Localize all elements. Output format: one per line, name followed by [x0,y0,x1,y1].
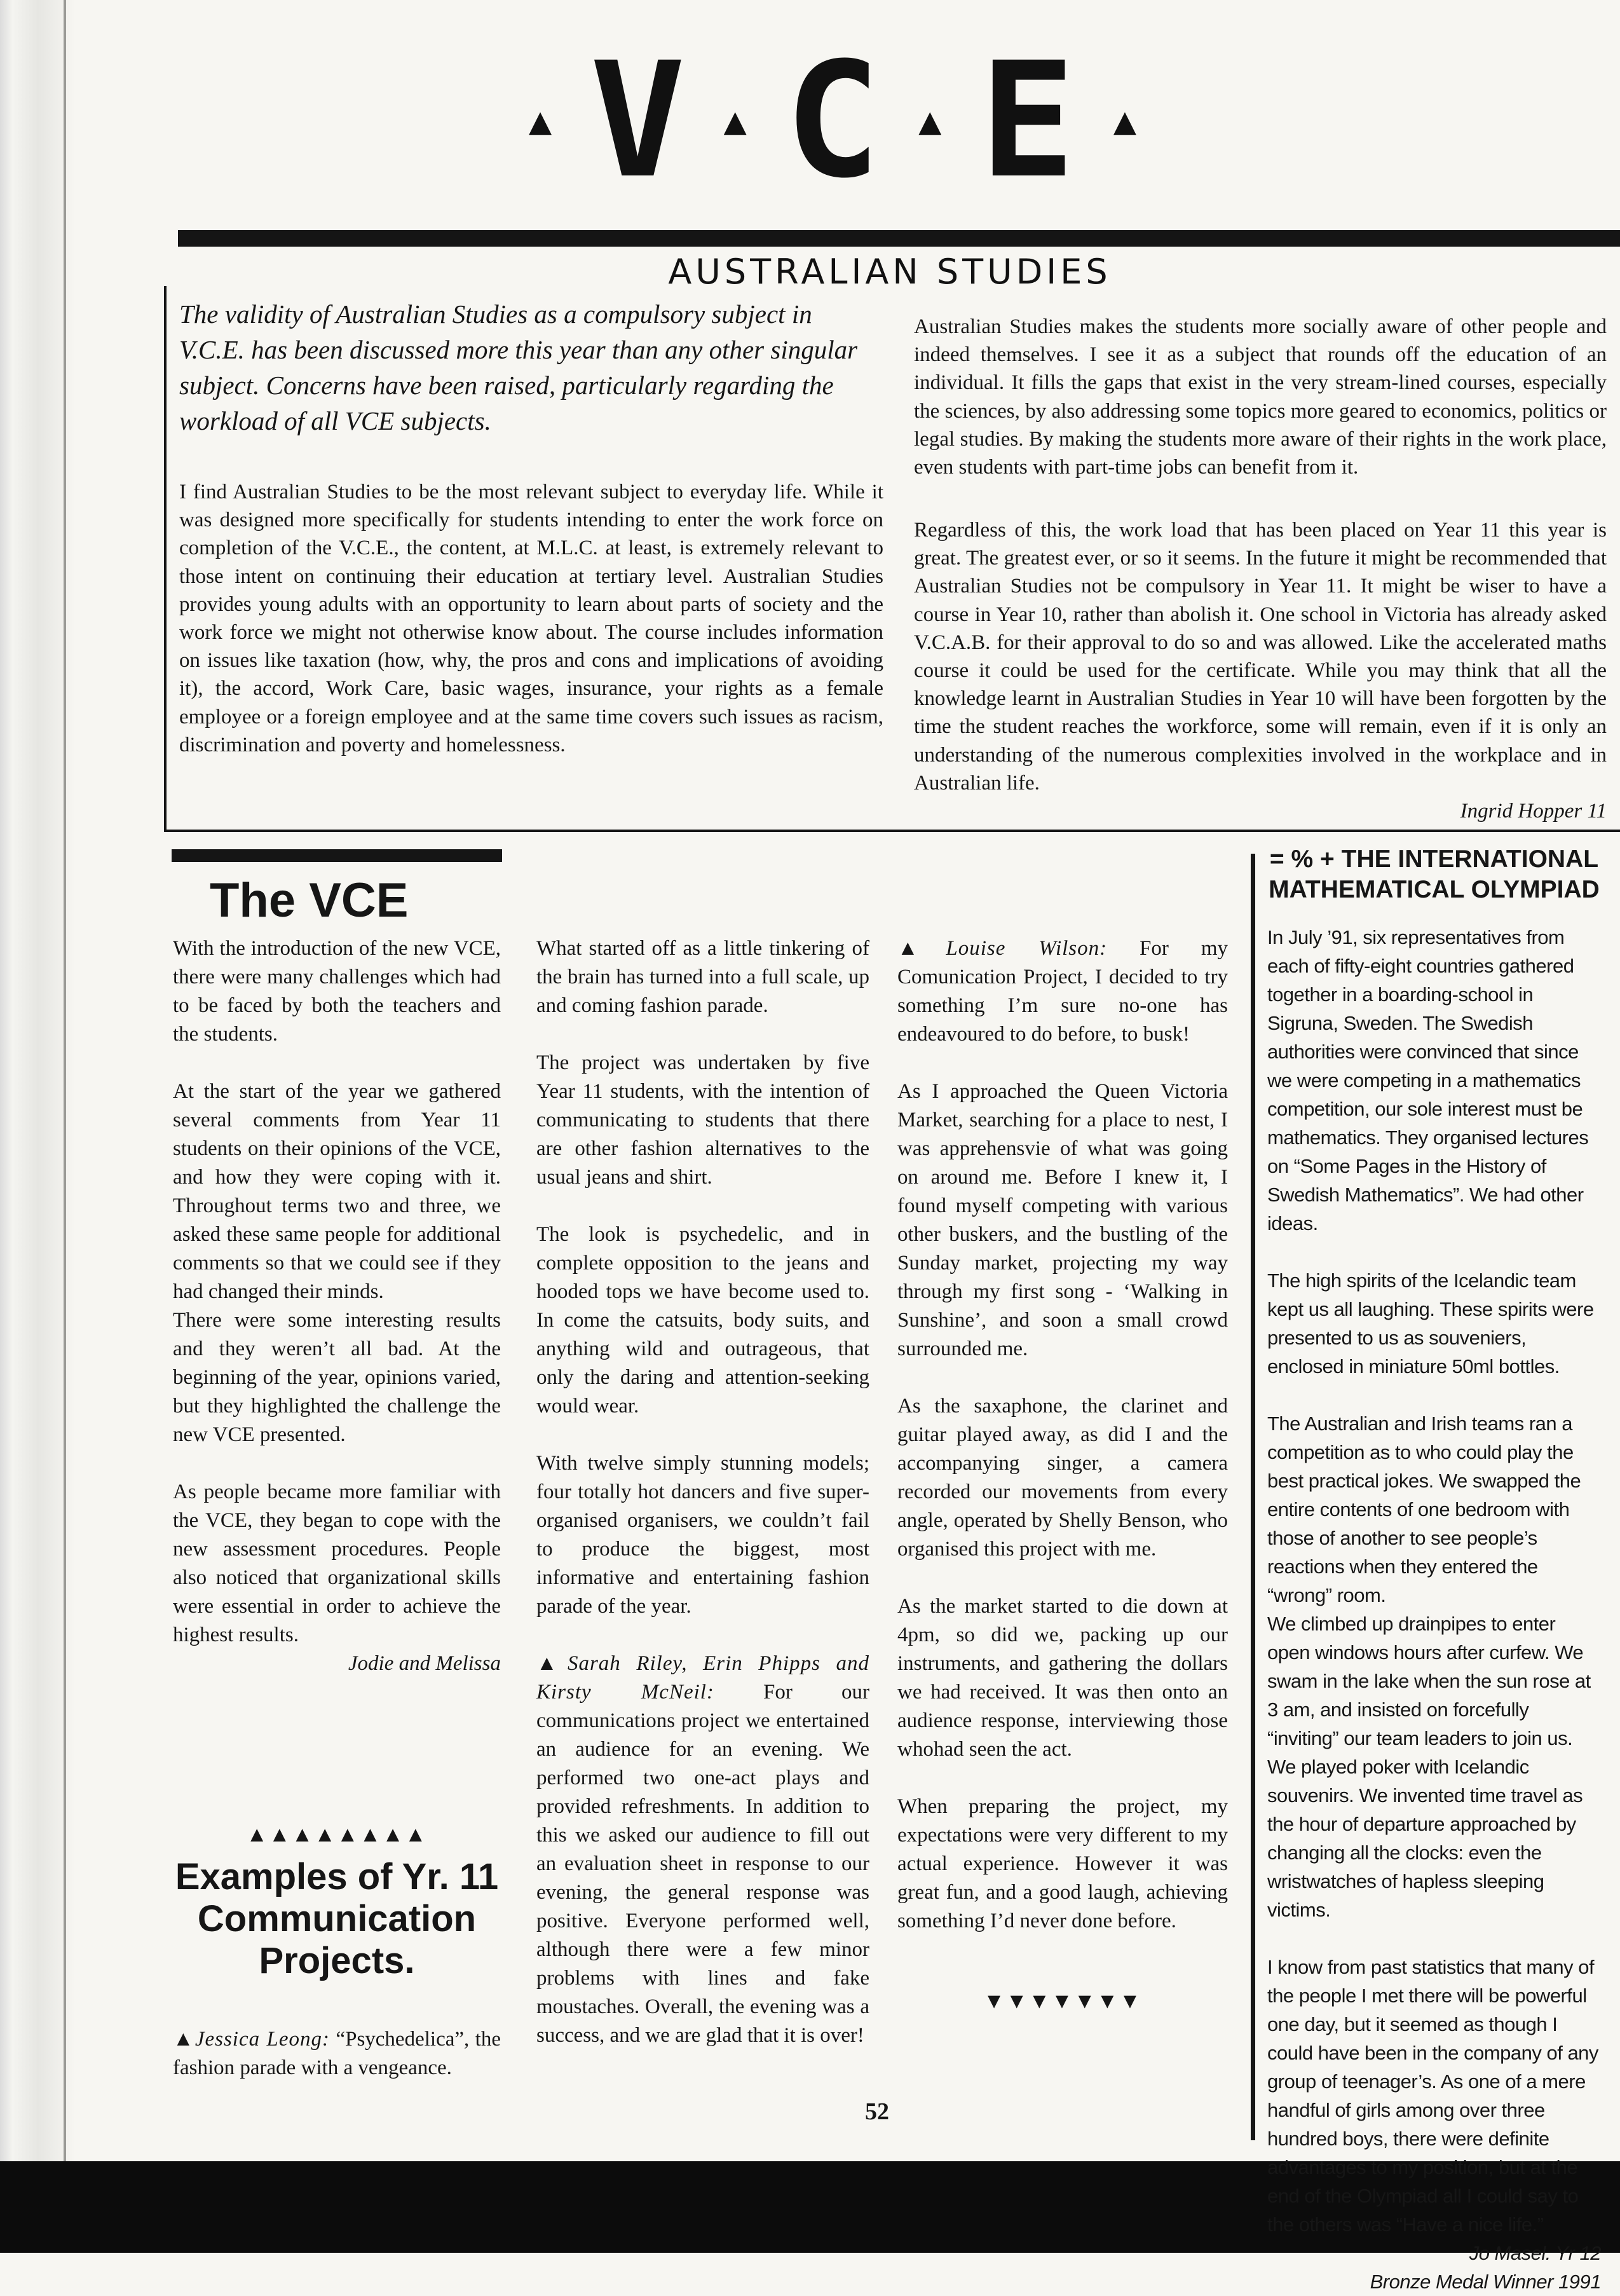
australian-studies-right-paragraph-1: Australian Studies makes the students more socially aware of other people and indeed themselves. I see it as a subject that rounds off the education of an individual. It fills the gaps that exist in the very stream-lined courses, especially the sciences, by also addressing some topics more geared to economics, politics or legal studies. By making the students more aware of their rights in the work place, even students with part-time jobs can benefit from it. [914,315,1607,479]
vce-heading: The VCE [210,873,409,927]
banner-letter-c: C [784,28,881,213]
vce-paragraph-4: As people became more familiar with the VCE, they began to cope with the new assessment procedures. People also noticed that organizational skills were essential in order to achieve the highest results. [173,1480,501,1646]
olympiad-signature-name: Jo Masel. Yr 12 [1469,2242,1601,2264]
australian-studies-left-paragraph: I find Australian Studies to be the most relevant subject to everyday life. While it was designed more specifically for students intending to enter the work force on completion of the V.C.E., the content, at M.L.C. at least, is extremely relevant to those intent on continuing their education at tertiary level. Australian Studies provides young adults with an opportunity to learn about parts of society and the work force we might not otherwise know about. The course includes information on issues like taxation (how, why, the pros and cons and implications of avoiding it), the accord, Work Care, basic wages, insurance, your rights as a female employee or a foreign employee and at the same time covers such issues as racism, discrimination and poverty and homelessness. [179,481,883,756]
box-bottom-border [164,830,1620,832]
busking-paragraph-3: As the saxaphone, the clarinet and guitar played away, as did I and the accompanying singer, a camera recorded our movements from every angle, operated by Shelly Benson, who organised this project with me. [897,1395,1228,1561]
olympiad-column-divider [1251,854,1255,2140]
fashion-paragraph-2: The project was undertaken by five Year 11 students, with the intention of communicating to students that there are other fashion alternatives to the usual jeans and shirt. [536,1051,869,1189]
triangle-divider: ▲▲▲▲▲▲▲▲ [246,1823,428,1847]
australian-studies-intro: The validity of Australian Studies as a compulsory subject in V.C.E. has been discussed more this year than any other singular subject. Concerns have been raised, particularly regarding the workload of all VCE subjects. [179,299,858,435]
triangle-icon: ▲ [1113,99,1137,143]
box-left-border [164,286,167,831]
louise-name: ▲Louise Wilson: [897,937,1108,960]
vce-banner-title [356,28,1309,213]
jessica-name: ▲Jessica Leong: [173,2028,330,2051]
australian-studies-right-paragraph-2 [914,516,1607,825]
olympiad-signature-title: Bronze Medal Winner 1991 [1370,2271,1601,2293]
louise-entry [897,934,1228,1049]
fashion-paragraph-3: The look is psychedelic, and in complete opposition to the jeans and hooded tops we have become used to. In come the catsuits, body suits, and anything wild and outrageous, that only the daring and attention-seeking would wear. [536,1223,869,1418]
vce-section-bar [172,849,502,862]
busking-paragraph-4: As the market started to die down at 4pm, so did we, packing up our instruments, and gathering the dollars we had received. It was then onto an audience response, interviewing those whohad seen the act. [897,1595,1228,1761]
busking-paragraph-5: When preparing the project, my expectations were very different to my actual experience. However it was great fun, and a good laugh, achieving something I’d never done before. [897,1795,1228,1932]
olympiad-heading: = % + THE INTERNATIONAL MATHEMATICAL OLYMPIAD [1269,845,1600,903]
examples-heading: Examples of Yr. 11 Communication Projects. [175,1856,499,1981]
binding-line [64,0,66,2161]
sarah-text: For our communications project we entertained an audience for an evening. We performed two one-act plays and provided refreshments. In addition to this we asked our audience to fill out an evaluation sheet in response to our evening, the general response was positive. Everyone performed well, although there were a few minor problems with lines and fake moustaches. Overall, the evening was a success, and we are glad that it is over! [536,1681,869,2047]
down-triangle-divider: ▼▼▼▼▼▼▼ [983,1990,1142,2013]
sarah-entry [536,1650,869,2050]
triangle-icon: ▲ [528,99,552,143]
sarah-names: ▲Sarah Riley, Erin Phipps and Kirsty McNeil: [536,1652,869,1704]
section-title: AUSTRALIAN STUDIES [668,252,1112,292]
vce-paragraph-3: There were some interesting results and they weren’t all bad. At the beginning of the year, opinions varied, but they highlighted the challenge the new VCE presented. [173,1309,501,1446]
column-1 [173,934,501,1678]
triangle-icon: ▲ [918,99,942,143]
column-2 [536,934,869,2050]
jessica-text: “Psychedelica”, the fashion parade with a vengeance. [173,2028,501,2079]
banner-letter-e: E [979,28,1075,213]
top-divider-bar [178,230,1620,247]
page-number: 52 [865,2098,889,2125]
olympiad-paragraph-2: The high spirits of the Icelandic team kept us all laughing. These spirits were presented to us as souveniers, enclosed in miniature 50ml bottles. [1267,1269,1594,1377]
olympiad-paragraph-5: I know from past statistics that many of the people I met there will be powerful one day, but it seemed as though I could have been in the company of any group of teenager’s. As one of a mere handful of girls among over three hundred boys, there were definite advantages to my position, but at the end of the Olympiad all I could say to the others was “Have a nice life.” [1267,1956,1598,2236]
triangle-icon: ▲ [723,99,747,143]
olympiad-paragraph-3: The Australian and Irish teams ran a competition as to who could play the best practical jokes. We swapped the entire contents of one bedroom with those of another to see people’s reactions when they entered the “wrong” room. [1267,1412,1581,1606]
fashion-paragraph-1: What started off as a little tinkering of the brain has turned into a full scale, up and coming fashion parade. [536,937,869,1017]
olympiad-paragraph-1: In July ’91, six representatives from each of fifty-eight countries gathered together in a boarding-school in Sigruna, Sweden. The Swedish authorities were convinced that since we were competing in a mathematics competition, our sole interest must be mathematics. They organised lectures on “Some Pages in the History of Swedish Mathematics”. We had other ideas. [1267,926,1589,1234]
column-4 [1267,923,1601,2296]
vce-paragraph-1: With the introduction of the new VCE, there were many challenges which had to be faced by both the teachers and the students. [173,937,501,1046]
jessica-entry [173,2025,501,2082]
australian-studies-right-paragraph-2-text: Regardless of this, the work load that has been placed on Year 11 this year is great. The greatest ever, or so it seems. In the future it might be recommended that Australian Studies not be compulsory in Year 11. It might be wiser to have a course in Year 10, rather than abolish it. One school in Victoria has already asked V.C.A.B. for their approval to do so and was allowed. Like the accelerated maths course it could be used for the certificate. While you may think that all the knowledge learnt in Australian Studies in Year 10 will have been forgotten by the time the student reaches the workforce, some will remain, even if it is only an understanding of the numerous complexities involved in the workplace and in Australian life. [914,519,1607,795]
fashion-paragraph-4: With twelve simply stunning models; four totally hot dancers and five super-organised organisers, we couldn’t fail to produce the biggest, most informative and entertaining fashion parade of the year. [536,1452,869,1618]
busking-paragraph-2: As I approached the Queen Victoria Market, searching for a place to nest, I was apprehensvie of what was going on around me. Before I knew it, I found myself competing with various other buskers, and the bustling of the Sunday market, projecting my way through my first song - ‘Walking in Sunshine’, and soon a small crowd surrounded me. [897,1080,1228,1360]
louise-text: For my Comunication Project, I decided to try something I’m sure no-one has endeavoured to do before, to busk! [897,937,1228,1046]
column-3 [897,934,1228,1936]
olympiad-paragraph-4: We climbed up drainpipes to enter open windows hours after curfew. We swam in the lake when the sun rose at 3 am, and insisted on forcefully “inviting” our team leaders to join us. We played poker with Icelandic souvenirs. We invented time travel as the hour of departure approached by changing all the clocks: even the wristwatches of hapless sleeping victims. [1267,1613,1591,1921]
banner-letter-v: V [590,28,686,213]
vce-paragraph-2: At the start of the year we gathered several comments from Year 11 students on their opinions of the VCE, and how they were coping with it. Throughout terms two and three, we asked these same people for additional comments so that we could see if they had changed their minds. [173,1080,501,1303]
vce-signature: Jodie and Melissa [348,1652,501,1675]
australian-studies-signature: Ingrid Hopper 11 [1460,800,1607,823]
